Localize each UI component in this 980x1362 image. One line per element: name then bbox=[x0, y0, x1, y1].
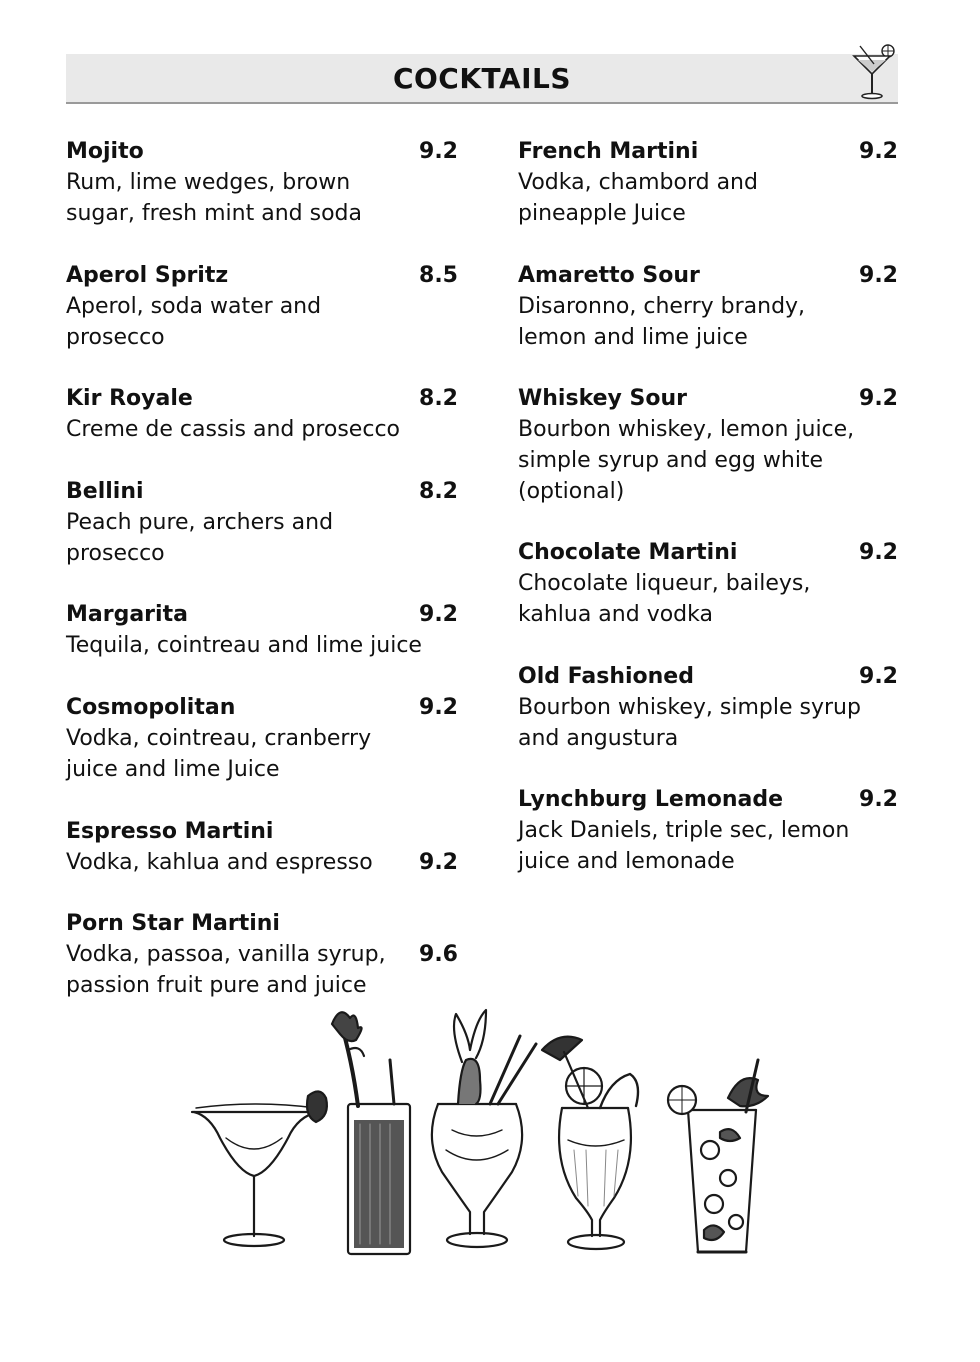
item-price: 9.6 bbox=[419, 942, 458, 967]
menu-item bbox=[518, 136, 898, 229]
menu-item bbox=[66, 599, 458, 661]
item-description: Vodka, chambord and pineapple Juice bbox=[518, 170, 758, 226]
martini-glass-icon bbox=[848, 42, 898, 102]
celery-highball-glass-icon bbox=[332, 1012, 410, 1254]
hurricane-glass-icon bbox=[432, 1010, 536, 1247]
item-description: Bourbon whiskey, lemon juice, simple syrup and egg white (optional) bbox=[518, 417, 855, 504]
item-name: Old Fashioned bbox=[518, 664, 694, 689]
item-name: Margarita bbox=[66, 602, 188, 627]
item-price: 9.2 bbox=[859, 263, 898, 288]
margarita-glass-icon bbox=[192, 1091, 327, 1246]
item-name: Cosmopolitan bbox=[66, 695, 236, 720]
item-price: 9.2 bbox=[419, 850, 458, 875]
item-description: Tequila, cointreau and lime juice bbox=[66, 633, 422, 658]
item-name: Kir Royale bbox=[66, 386, 193, 411]
item-description: Peach pure, archers and prosecco bbox=[66, 510, 334, 566]
menu-item bbox=[518, 661, 898, 754]
item-description: Vodka, kahlua and espresso bbox=[66, 850, 373, 875]
item-price: 9.2 bbox=[419, 139, 458, 164]
item-name: Espresso Martini bbox=[66, 819, 274, 844]
menu-header bbox=[66, 54, 898, 104]
item-price: 9.2 bbox=[859, 540, 898, 565]
item-name: Lynchburg Lemonade bbox=[518, 787, 784, 812]
menu-item bbox=[518, 537, 898, 630]
menu-item bbox=[518, 784, 898, 877]
menu-item bbox=[66, 816, 458, 878]
item-name: Chocolate Martini bbox=[518, 540, 738, 565]
item-description: Chocolate liqueur, baileys, kahlua and vodka bbox=[518, 571, 811, 627]
cocktail-glasses-illustration bbox=[180, 1000, 790, 1265]
menu-item bbox=[518, 260, 898, 353]
menu-item bbox=[66, 136, 458, 229]
item-name: Porn Star Martini bbox=[66, 911, 280, 936]
page-title: COCKTAILS bbox=[392, 62, 572, 95]
item-price: 9.2 bbox=[419, 695, 458, 720]
menu-item bbox=[518, 383, 898, 507]
menu-item bbox=[66, 383, 458, 445]
tulip-glass-umbrella-icon bbox=[542, 1037, 638, 1249]
item-name: Bellini bbox=[66, 479, 144, 504]
item-description: Aperol, soda water and prosecco bbox=[66, 294, 322, 350]
item-price: 9.2 bbox=[859, 386, 898, 411]
item-description: Jack Daniels, triple sec, lemon juice and lemonade bbox=[518, 818, 850, 874]
item-name: Whiskey Sour bbox=[518, 386, 687, 411]
item-description: Bourbon whiskey, simple syrup and angustura bbox=[518, 695, 861, 751]
item-price: 9.2 bbox=[859, 664, 898, 689]
item-description: Creme de cassis and prosecco bbox=[66, 417, 400, 442]
item-description: Disaronno, cherry brandy, lemon and lime juice bbox=[518, 294, 806, 350]
item-description: Vodka, passoa, vanilla syrup, passion fruit pure and juice bbox=[66, 942, 386, 998]
item-name: Mojito bbox=[66, 139, 144, 164]
item-name: French Martini bbox=[518, 139, 699, 164]
mojito-highball-glass-icon bbox=[668, 1060, 768, 1252]
item-price: 9.2 bbox=[859, 787, 898, 812]
item-description: Vodka, cointreau, cranberry juice and lime Juice bbox=[66, 726, 372, 782]
menu-item bbox=[66, 476, 458, 569]
item-name: Aperol Spritz bbox=[66, 263, 229, 288]
item-name: Amaretto Sour bbox=[518, 263, 700, 288]
item-price: 8.5 bbox=[419, 263, 458, 288]
menu-item bbox=[66, 260, 458, 353]
menu-item bbox=[66, 908, 458, 1001]
menu-item bbox=[66, 692, 458, 785]
item-price: 9.2 bbox=[419, 602, 458, 627]
item-price: 9.2 bbox=[859, 139, 898, 164]
item-price: 8.2 bbox=[419, 386, 458, 411]
item-price: 8.2 bbox=[419, 479, 458, 504]
item-description: Rum, lime wedges, brown sugar, fresh mint and soda bbox=[66, 170, 362, 226]
